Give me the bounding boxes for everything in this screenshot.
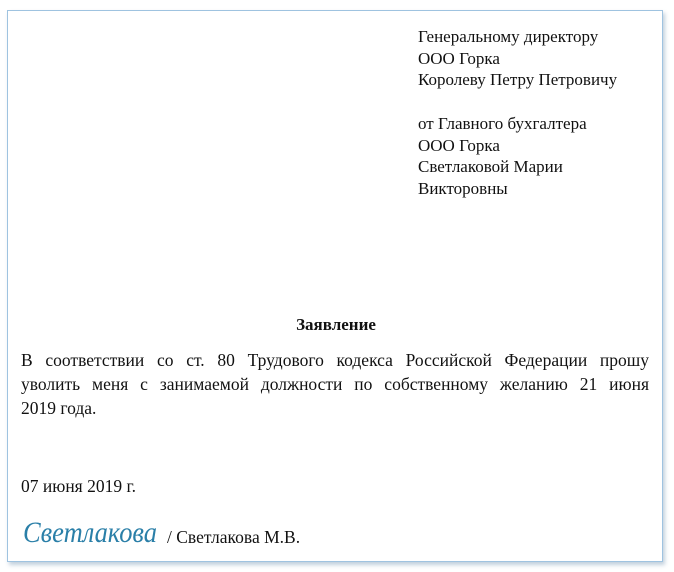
sender-block xyxy=(418,113,587,199)
body-line: 2019 года. xyxy=(21,398,97,418)
sender-line: Викторовны xyxy=(418,178,508,198)
statement-body xyxy=(21,348,649,420)
handwritten-signature xyxy=(21,516,161,550)
document-page xyxy=(7,10,663,562)
addressee-line: Генеральному директору xyxy=(418,27,599,46)
addressee-block xyxy=(418,26,617,91)
body-line: уволить меня с занимаемой должности по собственному желанию 21 июня xyxy=(21,374,649,394)
sender-line: ООО Горка xyxy=(418,135,500,155)
handwritten-signature-text: Светлакова xyxy=(23,516,157,549)
addressee-line: ООО Горка xyxy=(418,48,500,68)
signature-row xyxy=(21,516,300,550)
printed-name: / Светлакова М.В. xyxy=(167,527,301,547)
document-date: 07 июня 2019 г. xyxy=(21,476,137,496)
sender-line: от Главного бухгалтера xyxy=(418,114,587,133)
addressee-line: Королеву Петру Петровичу xyxy=(418,70,618,89)
body-line: В соответствии со ст. 80 Трудового кодекса Российской Федерации прошу xyxy=(21,350,649,370)
document-title: Заявление xyxy=(296,315,376,334)
sender-line: Светлаковой Марии xyxy=(418,157,563,176)
